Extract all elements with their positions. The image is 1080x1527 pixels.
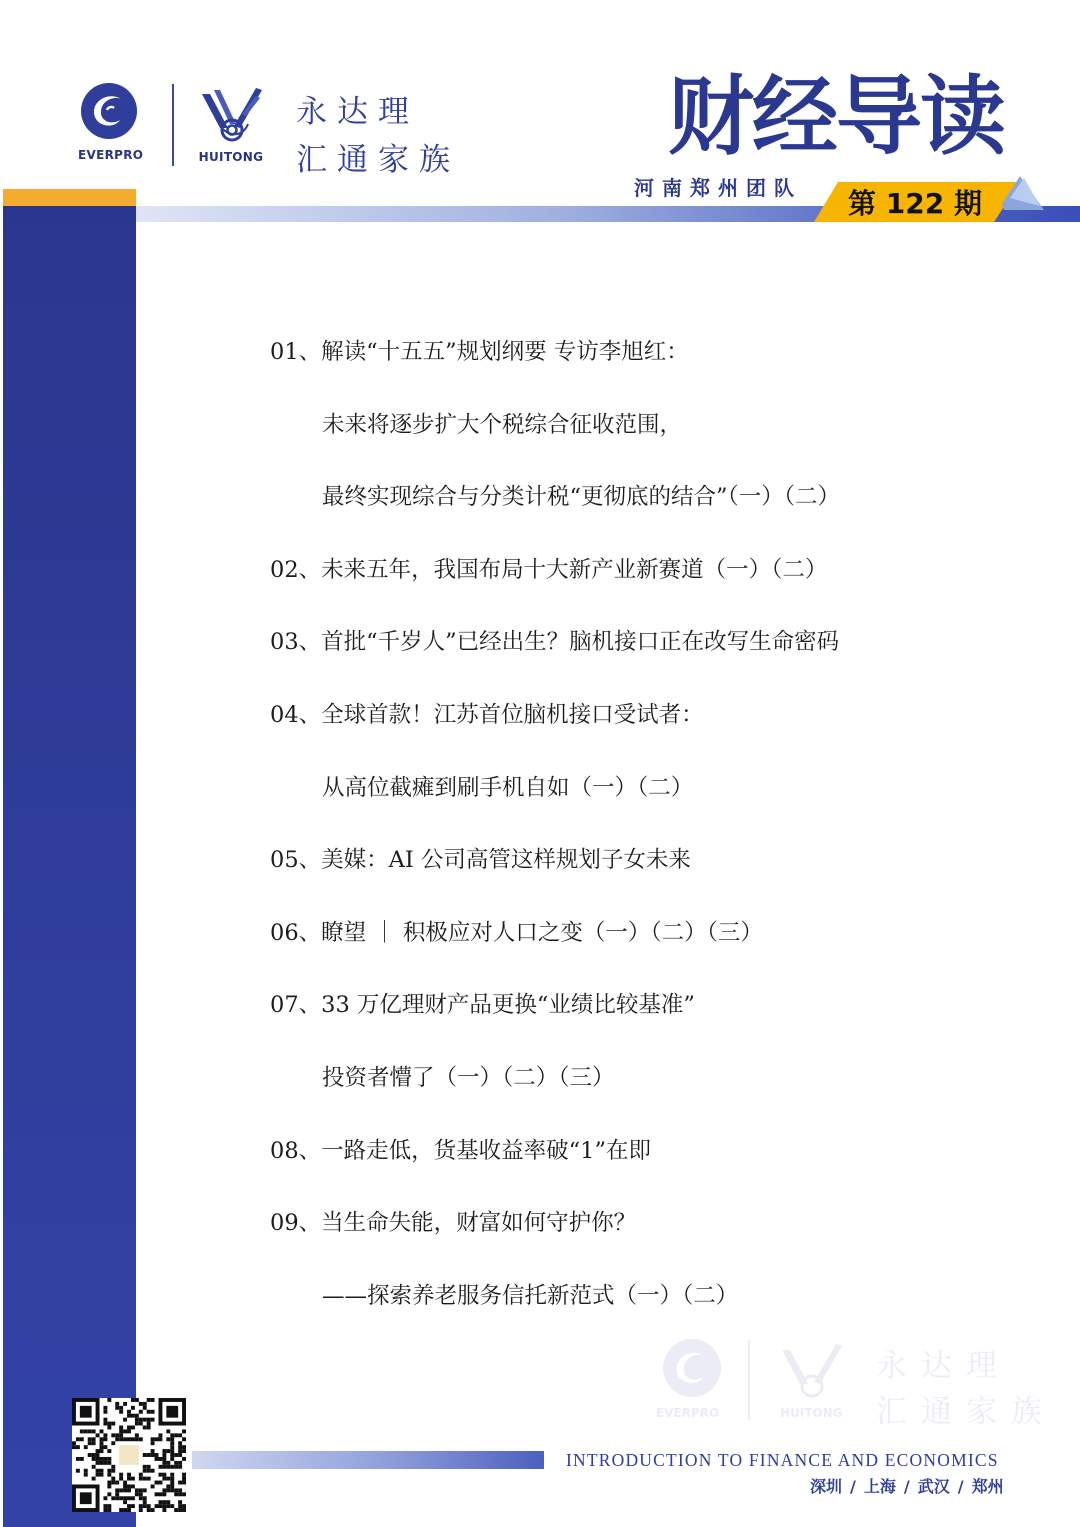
left-blue-column — [3, 206, 136, 1527]
toc-continuation-line[interactable]: 最终实现综合与分类计税“更彻底的结合”（一）（二） — [322, 484, 841, 511]
city-separator: / — [957, 1477, 964, 1496]
orange-accent-bar — [3, 189, 136, 206]
everpro-logo — [78, 82, 142, 174]
toc-entry[interactable]: 05、美媒：AI 公司高管这样规划子女未来 — [270, 847, 691, 874]
watermark-logo — [656, 1336, 1056, 1430]
city-separator: / — [903, 1477, 910, 1496]
brand-line-2: 汇通家族 — [296, 142, 460, 178]
watermark-caption-left: EVERPRO — [656, 1406, 720, 1420]
issue-number: 第 122 期 — [848, 187, 982, 220]
city-shenzhen: 深圳 — [810, 1477, 843, 1496]
toc-continuation-line[interactable]: ——探索养老服务信托新范式（一）（二） — [322, 1282, 739, 1309]
magazine-title: 财经导读 — [668, 67, 1004, 167]
table-of-contents — [270, 334, 1030, 1350]
toc-entry[interactable]: 06、瞭望 ｜ 积极应对人口之变（一）（二）（三） — [270, 919, 763, 946]
qr-code[interactable] — [72, 1398, 186, 1512]
toc-continuation-line[interactable]: 投资者懵了（一）（二）（三） — [322, 1064, 615, 1091]
toc-entry[interactable]: 02、未来五年，我国布局十大新产业新赛道（一）（二） — [270, 556, 828, 583]
watermark-caption-right: HUITONG — [780, 1406, 843, 1420]
team-name: 河南郑州团队 — [634, 176, 802, 200]
toc-entry[interactable]: 09、当生命失能，财富如何守护你？ — [270, 1210, 637, 1237]
city-separator: / — [850, 1477, 856, 1496]
toc-entry[interactable]: 04、全球首款！江苏首位脑机接口受试者： — [270, 701, 704, 728]
toc-entry[interactable]: 03、首批“千岁人”已经出生？脑机接口正在改写生命密码 — [270, 629, 840, 656]
watermark-brand-line-1: 永达理 — [876, 1348, 1011, 1384]
city-shanghai: 上海 — [863, 1477, 896, 1496]
footer-gradient-bar — [192, 1451, 544, 1469]
toc-entry[interactable]: 08、一路走低，货基收益率破“1”在即 — [270, 1137, 651, 1164]
toc-entry[interactable]: 01、解读“十五五”规划纲要 专访李旭红： — [270, 339, 689, 365]
huitong-logo — [196, 84, 266, 174]
watermark-divider — [748, 1340, 750, 1420]
everpro-caption: EVERPRO — [78, 148, 144, 162]
watermark-brand-line-2: 汇通家族 — [876, 1394, 1056, 1430]
toc-continuation-line[interactable]: 未来将逐步扩大个税综合征收范围， — [322, 411, 683, 438]
footer-english-title: INTRODUCTION TO FINANCE AND ECONOMICS — [566, 1450, 999, 1470]
huitong-caption: HUITONG — [198, 150, 264, 164]
everpro-logo-icon — [80, 82, 138, 140]
city-zhengzhou: 郑州 — [971, 1477, 1004, 1496]
watermark-huitong-icon — [778, 1340, 844, 1398]
huitong-logo-icon — [198, 84, 264, 142]
footer-cities — [810, 1474, 1004, 1497]
header-divider — [172, 84, 174, 166]
watermark-everpro-icon — [662, 1338, 722, 1398]
brand-line-1: 永达理 — [296, 94, 419, 130]
city-wuhan: 武汉 — [917, 1477, 950, 1496]
toc-continuation-line[interactable]: 从高位截瘫到刷手机自如（一）（二） — [322, 774, 694, 801]
toc-entry[interactable]: 07、33 万亿理财产品更换“业绩比较基准” — [270, 992, 695, 1019]
